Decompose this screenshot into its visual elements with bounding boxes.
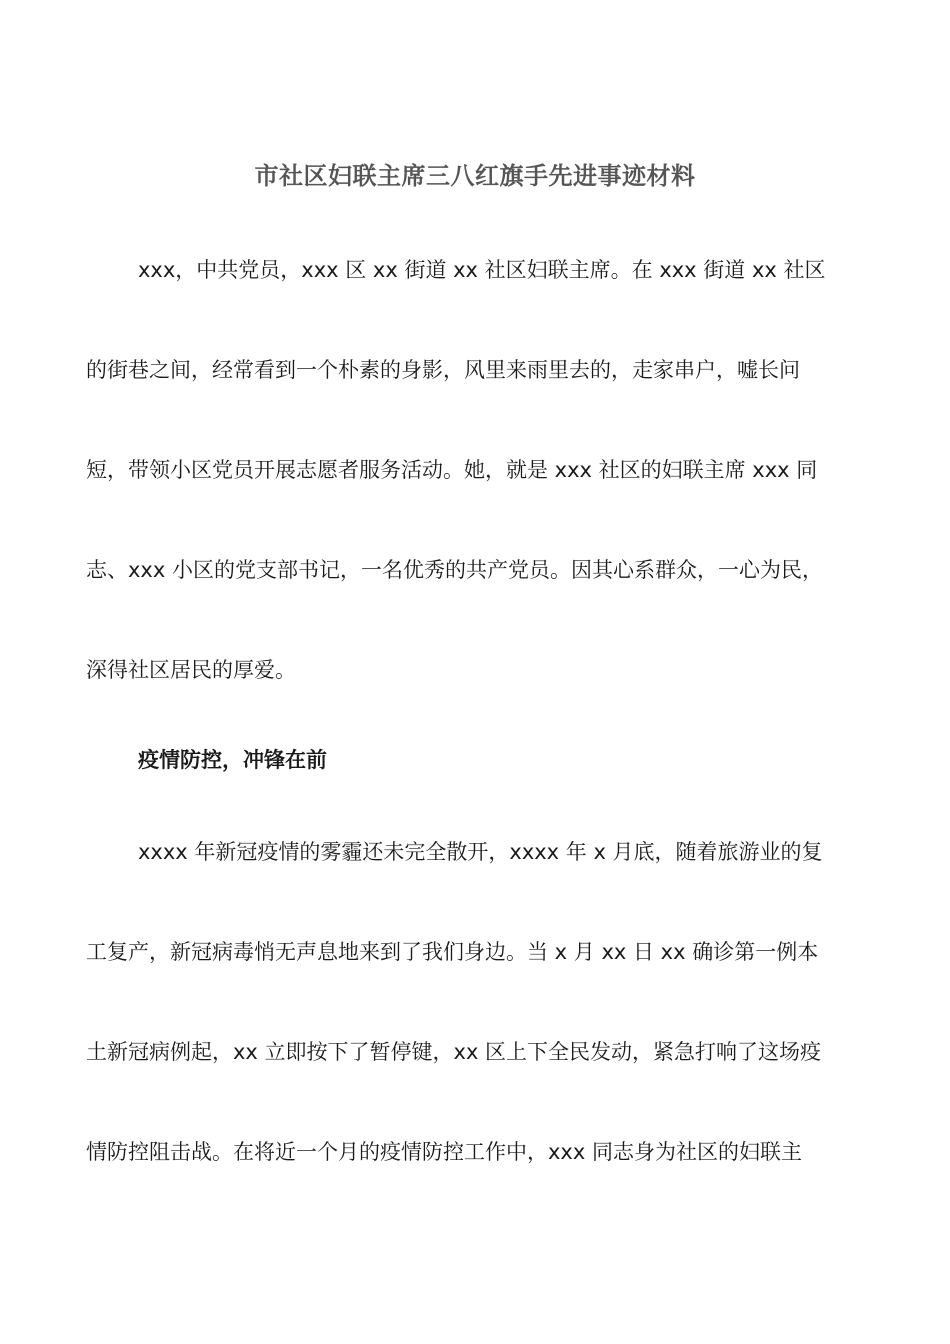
paragraph-line: xxxx 年新冠疫情的雾霾还未完全散开，xxxx 年 x 月底，随着旅游业的复: [138, 840, 823, 864]
paragraph-line: 情防控阻击战。在将近一个月的疫情防控工作中，xxx 同志身为社区的妇联主: [86, 1140, 802, 1164]
section-heading: 疫情防控，冲锋在前: [138, 748, 327, 772]
paragraph-line: 的街巷之间，经常看到一个朴素的身影，风里来雨里去的，走家串户，嘘长问: [86, 358, 800, 382]
paragraph-line: 深得社区居民的厚爱。: [86, 658, 296, 682]
paragraph-line: xxx，中共党员，xxx 区 xx 街道 xx 社区妇联主席。在 xxx 街道 xx 社区: [138, 258, 826, 282]
document-title: 市社区妇联主席三八红旗手先进事迹材料: [254, 162, 696, 190]
paragraph-line: 志、xxx 小区的党支部书记，一名优秀的共产党员。因其心系群众，一心为民，: [86, 558, 823, 582]
paragraph-line: 短，带领小区党员开展志愿者服务活动。她，就是 xxx 社区的妇联主席 xxx 同: [86, 458, 818, 482]
paragraph-line: 工复产，新冠病毒悄无声息地来到了我们身边。当 x 月 xx 日 xx 确诊第一例本: [86, 940, 819, 964]
paragraph-line: 土新冠病例起，xx 立即按下了暂停键，xx 区上下全民发动，紧急打响了这场疫: [86, 1040, 822, 1064]
